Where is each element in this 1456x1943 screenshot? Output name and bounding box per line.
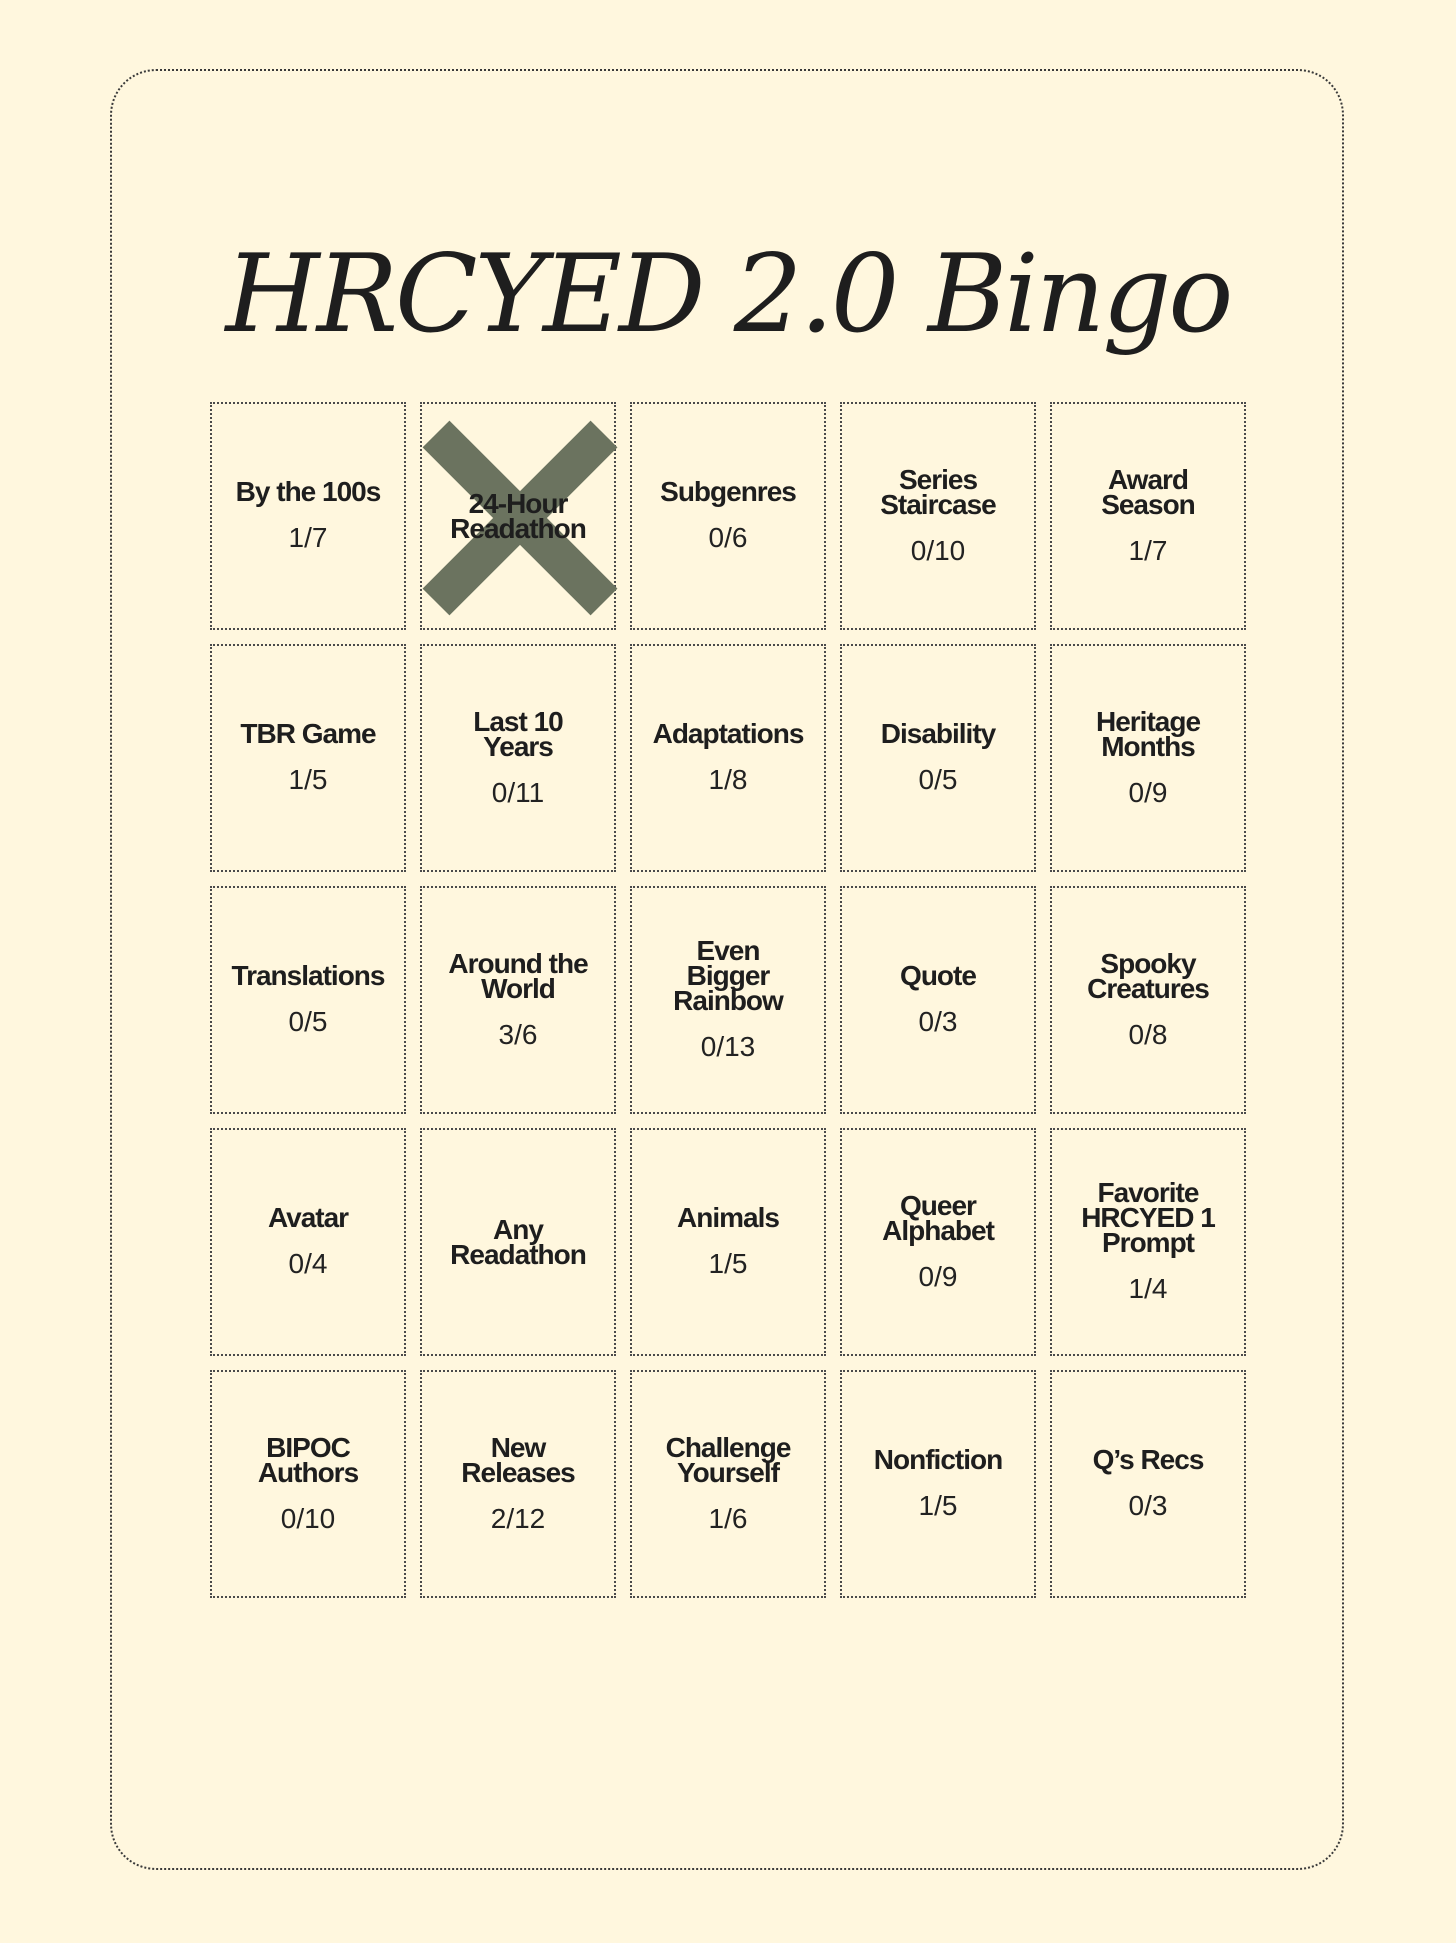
bingo-cell-progress: 0/6 (708, 522, 748, 553)
bingo-cell-label: Animals (677, 1202, 779, 1233)
bingo-cell (1050, 644, 1246, 872)
bingo-cell (420, 402, 616, 630)
bingo-cell (210, 1128, 406, 1356)
bingo-cell-label: Around the World (448, 947, 588, 1004)
bingo-cell (840, 402, 1036, 630)
bingo-cell-progress: 1/8 (708, 764, 748, 795)
bingo-cell-label: Quote (900, 960, 976, 991)
bingo-cell (840, 644, 1036, 872)
bingo-cell-progress: 0/9 (918, 1260, 958, 1292)
bingo-cell (630, 402, 826, 630)
bingo-cell-progress: 0/5 (288, 1006, 328, 1037)
bingo-cell-progress: 0/9 (1128, 776, 1168, 808)
bingo-cell (840, 886, 1036, 1114)
bingo-cell-label: BIPOC Authors (257, 1431, 359, 1488)
bingo-cell-progress: 2/12 (490, 1502, 546, 1534)
bingo-cell-label: Spooky Creatures (1087, 947, 1209, 1004)
bingo-cell (630, 1128, 826, 1356)
bingo-cell-label: Any Readathon (450, 1214, 586, 1270)
bingo-cell-progress: 1/5 (918, 1490, 958, 1521)
bingo-cell-progress: 0/5 (918, 764, 958, 795)
bingo-cell-label: 24-Hour Readathon (450, 488, 586, 544)
bingo-cell (420, 886, 616, 1114)
bingo-cell (420, 1370, 616, 1598)
bingo-cell-label: Q’s Recs (1092, 1444, 1204, 1475)
bingo-cell-progress: 0/10 (280, 1502, 336, 1534)
bingo-cell (210, 402, 406, 630)
page-title: HRCYED 2.0 Bingo (225, 232, 1231, 357)
bingo-cell-label: Challenge Yourself (665, 1431, 791, 1488)
bingo-cell-progress: 0/11 (491, 776, 545, 808)
bingo-cell-label: Even Bigger Rainbow (673, 935, 783, 1016)
bingo-cell-progress: 0/8 (1128, 1018, 1168, 1050)
bingo-cell-label: By the 100s (235, 476, 381, 507)
bingo-cell-label: Heritage Months (1095, 705, 1201, 762)
bingo-cell-progress: 0/4 (288, 1248, 328, 1279)
bingo-cell-label: TBR Game (240, 718, 376, 749)
bingo-cell-label: Subgenres (660, 476, 796, 507)
bingo-cell-label: Award Season (1101, 463, 1195, 520)
bingo-cell-progress: 1/4 (1128, 1273, 1168, 1304)
bingo-cell (1050, 886, 1246, 1114)
bingo-cell (210, 1370, 406, 1598)
bingo-cell-progress: 1/7 (1128, 534, 1168, 566)
bingo-cell-label: Avatar (267, 1202, 349, 1233)
bingo-cell (210, 644, 406, 872)
bingo-cell (630, 886, 826, 1114)
bingo-cell (630, 1370, 826, 1598)
bingo-cell-label: Last 10 Years (473, 705, 563, 762)
bingo-cell-label: Favorite HRCYED 1 Prompt (1081, 1177, 1215, 1258)
bingo-cell-label: Disability (880, 718, 996, 749)
bingo-cell (1050, 1370, 1246, 1598)
bingo-cell-label: Queer Alphabet (882, 1189, 994, 1246)
bingo-cell-progress: 3/6 (498, 1018, 538, 1050)
bingo-cell-progress: 0/10 (910, 534, 966, 566)
bingo-cell-progress: 1/6 (708, 1502, 748, 1534)
bingo-cell (1050, 1128, 1246, 1356)
bingo-cell (840, 1370, 1036, 1598)
bingo-cell-label: New Releases (461, 1431, 575, 1488)
bingo-cell-progress: 0/13 (700, 1031, 756, 1062)
bingo-cell (630, 644, 826, 872)
bingo-cell-progress: 1/7 (288, 522, 328, 553)
bingo-cell-progress: 1/5 (288, 764, 328, 795)
bingo-cell-progress: 0/3 (918, 1006, 958, 1037)
bingo-cell (210, 886, 406, 1114)
bingo-cell-label: Adaptations (652, 718, 804, 749)
bingo-cell (420, 1128, 616, 1356)
bingo-cell (1050, 402, 1246, 630)
bingo-cell-label: Nonfiction (873, 1444, 1003, 1475)
bingo-cell (840, 1128, 1036, 1356)
bingo-cell-label: Series Staircase (880, 463, 996, 520)
bingo-cell (420, 644, 616, 872)
bingo-cell-progress: 1/5 (708, 1248, 748, 1279)
bingo-cell-progress: 0/3 (1128, 1490, 1168, 1521)
bingo-cell-label: Translations (231, 960, 385, 991)
